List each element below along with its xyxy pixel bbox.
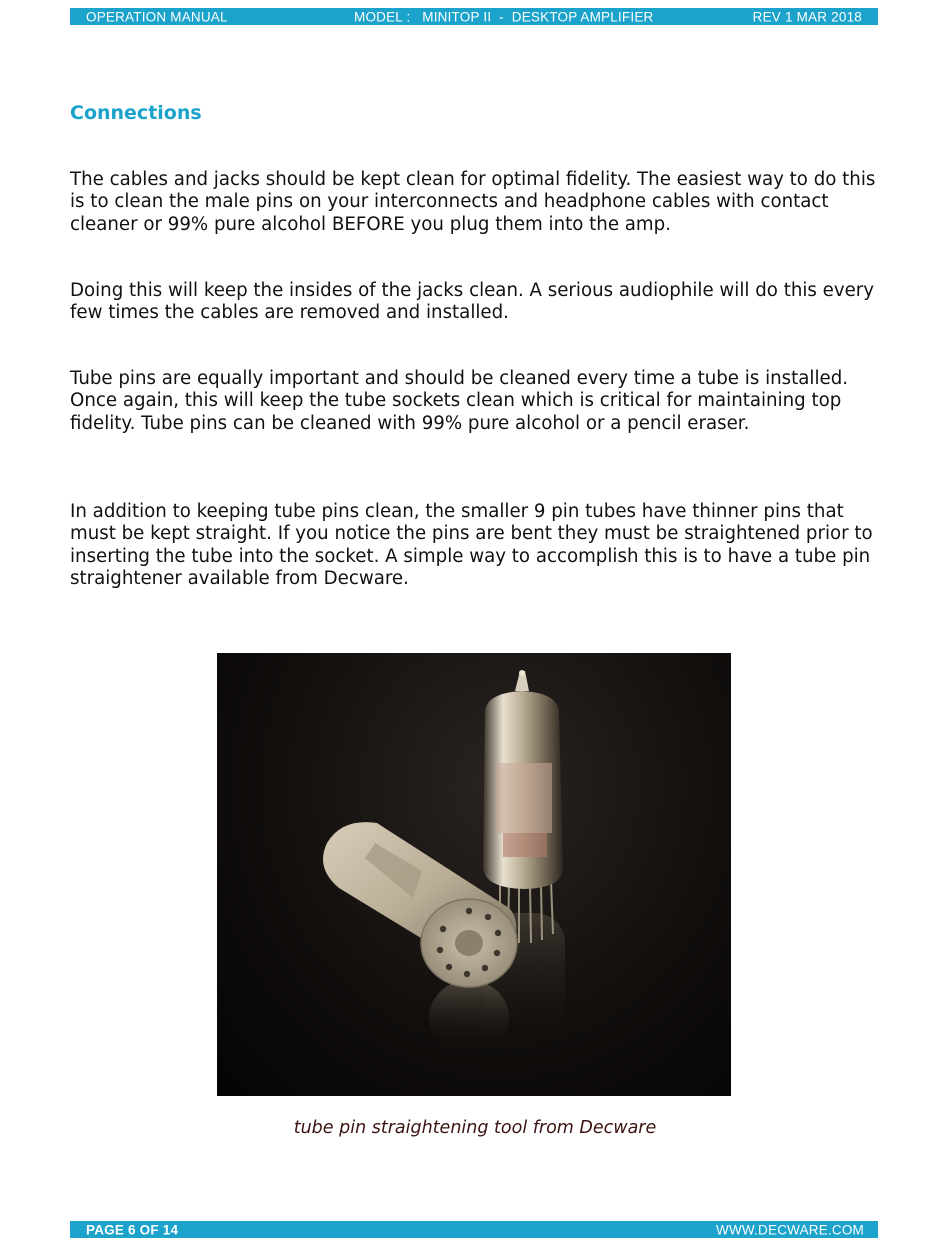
header-model-label: MODEL : MINITOP II - DESKTOP AMPLIFIER: [354, 9, 654, 24]
figure-caption: tube pin straightening tool from Decware: [293, 1118, 657, 1138]
tube-pin-straightener-photo: [217, 653, 731, 1096]
website-link[interactable]: WWW.DECWARE.COM: [716, 1222, 864, 1237]
section-title: Connections: [70, 102, 202, 124]
paragraph-cleaning-cables: The cables and jacks should be kept clean for optimal fidelity. The easiest way to do this is to clean the male pins on your interconnects and headphone cables with contact cleaner or 99% pure alcohol BEFORE you plug them into the amp.: [70, 169, 876, 235]
paragraph-tube-pins: Tube pins are equally important and should be cleaned every time a tube is installed. Once again, this will keep the tube sockets clean which is critical for maintaining top fidelity. Tube pins can be cleaned with 99% pure alcohol or a pencil eraser.: [70, 368, 849, 434]
footer-band: [70, 1221, 878, 1238]
page-number-label: PAGE 6 OF 14: [86, 1222, 179, 1237]
header-band: [70, 8, 878, 25]
header-revision-label: REV 1 MAR 2018: [752, 9, 862, 24]
header-manual-label: OPERATION MANUAL: [86, 9, 228, 24]
paragraph-jacks: Doing this will keep the insides of the jacks clean. A serious audiophile will do this every few times the cables are removed and installed.: [70, 280, 875, 324]
paragraph-pin-straightener: In addition to keeping tube pins clean, the smaller 9 pin tubes have thinner pins that must be kept straight. If you notice the pins are bent they must be straightened prior to inserting the tube into the socket. A simple way to accomplish this is to have a tube pin straightener available from Decware.: [70, 501, 873, 590]
